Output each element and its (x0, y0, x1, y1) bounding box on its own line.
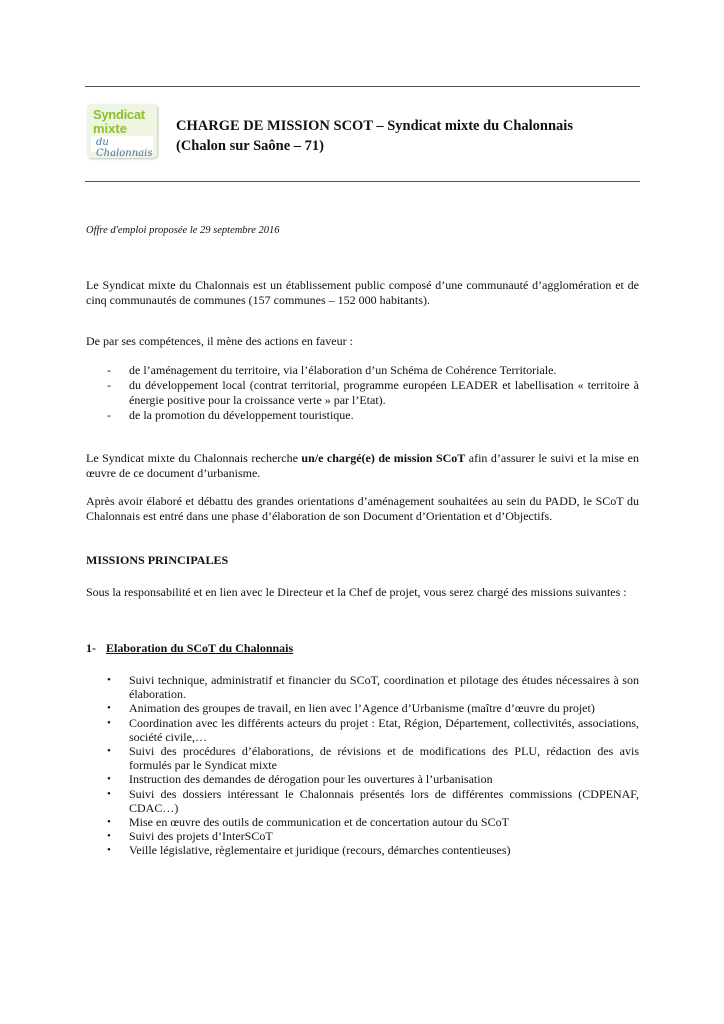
list-item: • Suivi des dossiers intéressant le Chalonnais présentés lors de différentes commissions (CDPENAF, CDAC…) (107, 786, 639, 815)
list-item: • Suivi des projets d’InterSCoT (107, 829, 273, 844)
logo-line-2: mixte (93, 121, 127, 136)
top-rule (85, 86, 640, 87)
title-line-1: CHARGE DE MISSION SCOT – Syndicat mixte du Chalonnais (176, 118, 573, 134)
section-number: 1- (86, 641, 96, 655)
position-title: un/e chargé(e) de mission SCoT (301, 451, 466, 465)
section-title: Elaboration du SCoT du Chalonnais (106, 641, 294, 655)
recruit-paragraph: Le Syndicat mixte du Chalonnais recherche un/e chargé(e) de mission SCoT afin d’assurer le suivi et la mise en œuvre de ce document d’urbanisme. (86, 451, 639, 480)
logo-script-band (91, 136, 153, 159)
page-title (176, 116, 636, 156)
section-1-list (107, 673, 639, 858)
logo-line-3: du Chalonnais (96, 137, 153, 159)
title-line-2: (Chalon sur Saône – 71) (176, 138, 324, 154)
competences-list (107, 363, 639, 423)
list-item: • Instruction des demandes de dérogation pour les ouvertures à l’urbanisation (107, 772, 493, 787)
competences-intro: De par ses compétences, il mène des actions en faveur : (86, 334, 353, 348)
list-item: • Suivi technique, administratif et financier du SCoT, coordination et pilotage des études nécessaires à son élaboration. (107, 673, 639, 702)
list-item: • Coordination avec les différents acteurs du projet : Etat, Région, Département, collectivités, associations, société civile,… (107, 715, 639, 744)
list-item: - de la promotion du développement touristique. (107, 408, 354, 422)
logo-line-1: Syndicat (93, 107, 145, 122)
list-item: • Mise en œuvre des outils de communication et de concertation autour du SCoT (107, 815, 509, 830)
missions-heading: MISSIONS PRINCIPALES (86, 553, 229, 567)
intro-paragraph: Le Syndicat mixte du Chalonnais est un établissement public composé d’une communauté d’agglomération et de cinq communautés de communes (157 communes – 152 000 habitants). (86, 278, 639, 307)
padd-paragraph: Après avoir élaboré et débattu des grandes orientations d’aménagement souhaitées au sein du PADD, le SCoT du Chalonnais est entré dans une phase d’élaboration de son Document d’Orientation et d’Objectifs. (86, 494, 639, 523)
list-item: • Suivi des procédures d’élaborations, de révisions et de modifications des PLU, rédaction des avis formulés par le Syndicat mixte (107, 744, 639, 773)
header-bottom-rule (85, 181, 640, 182)
offer-date: Offre d'emploi proposée le 29 septembre 2016 (86, 225, 280, 236)
section-1-heading (86, 641, 293, 656)
list-item: • Animation des groupes de travail, en lien avec l’Agence d’Urbanisme (maître d’œuvre du projet) (107, 701, 595, 716)
list-item: - de l’aménagement du territoire, via l’élaboration d’un Schéma de Cohérence Territoriale. (107, 363, 557, 377)
list-item: - du développement local (contrat territorial, programme européen LEADER et labellisation « territoire à énergie positive pour la croissance verte » par l’Etat). (107, 378, 639, 407)
syndicat-logo (87, 104, 157, 158)
list-item: • Veille législative, règlementaire et juridique (recours, démarches contentieuses) (107, 843, 511, 858)
missions-intro: Sous la responsabilité et en lien avec le Directeur et la Chef de projet, vous serez chargé des missions suivantes : (86, 585, 627, 599)
